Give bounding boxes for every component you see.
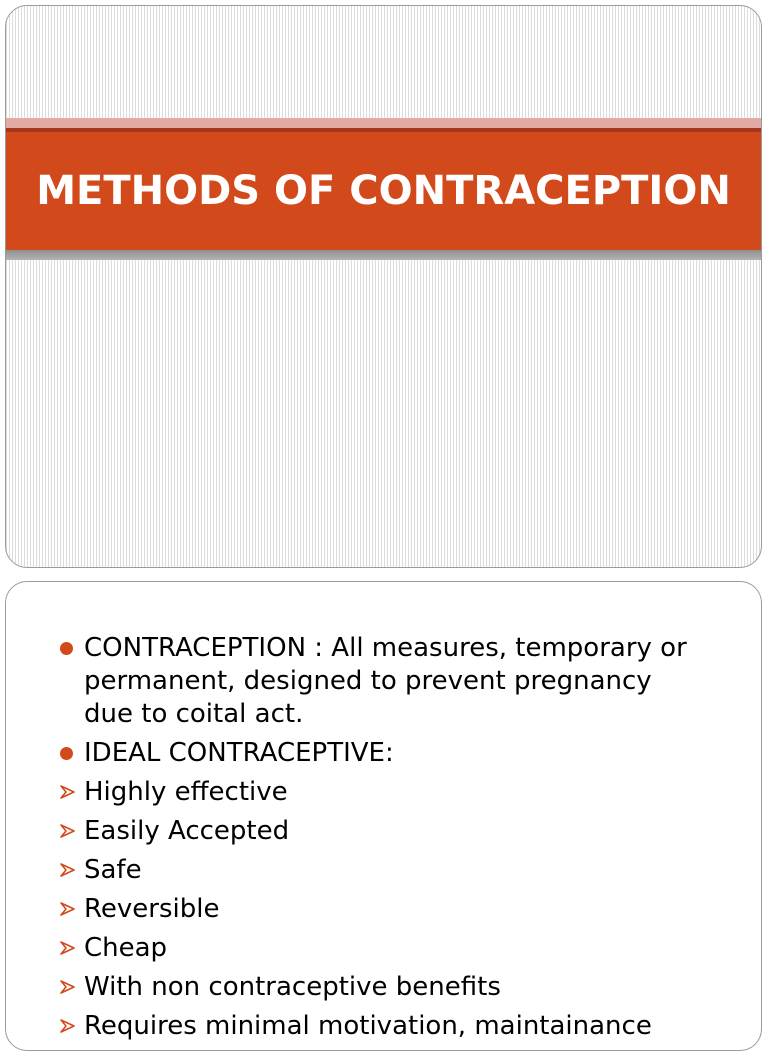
arrow-bullet-icon [60,902,75,916]
title-band-top-stripe [6,118,761,128]
title-band [6,132,761,250]
arrow-bullet-icon [60,1019,75,1033]
arrow-bullet-icon [60,863,75,877]
title-band-shadow [6,250,761,260]
arrow-bullet-icon [60,824,75,838]
content-slide[interactable] [5,581,762,1051]
bullet-dot-icon [60,747,73,760]
bullet-text: CONTRACEPTION : All measures, temporary or permanent, designed to prevent pregnancy due to coital act. [84,633,687,729]
sub-bullet-text: Highly effective [84,777,288,807]
sub-bullet-text: Safe [84,855,142,885]
slide-title: METHODS OF CONTRACEPTION [36,168,731,214]
sub-bullet-text: With non contraceptive benefits [84,972,501,1002]
arrow-bullet-icon [60,941,75,955]
sub-bullet-text: Easily Accepted [84,816,290,846]
bullet-text: IDEAL CONTRACEPTIVE: [84,738,394,768]
sub-bullet-item [60,854,700,887]
arrow-bullet-icon [60,980,75,994]
bullet-dot-icon [60,642,73,655]
sub-bullet-item [60,1010,700,1043]
sub-bullet-item [60,932,700,965]
sub-bullet-text: Reversible [84,894,220,924]
title-slide[interactable] [5,5,762,568]
sub-bullet-text: Requires minimal motivation, maintainance [84,1011,652,1041]
sub-bullet-item [60,815,700,848]
bullet-list [60,632,700,1049]
arrow-bullet-icon [60,785,75,799]
sub-bullet-text: Cheap [84,933,168,963]
bullet-item [60,737,700,770]
sub-bullet-item [60,776,700,809]
bullet-item [60,632,700,731]
sub-bullet-item [60,971,700,1004]
sub-bullet-item [60,893,700,926]
